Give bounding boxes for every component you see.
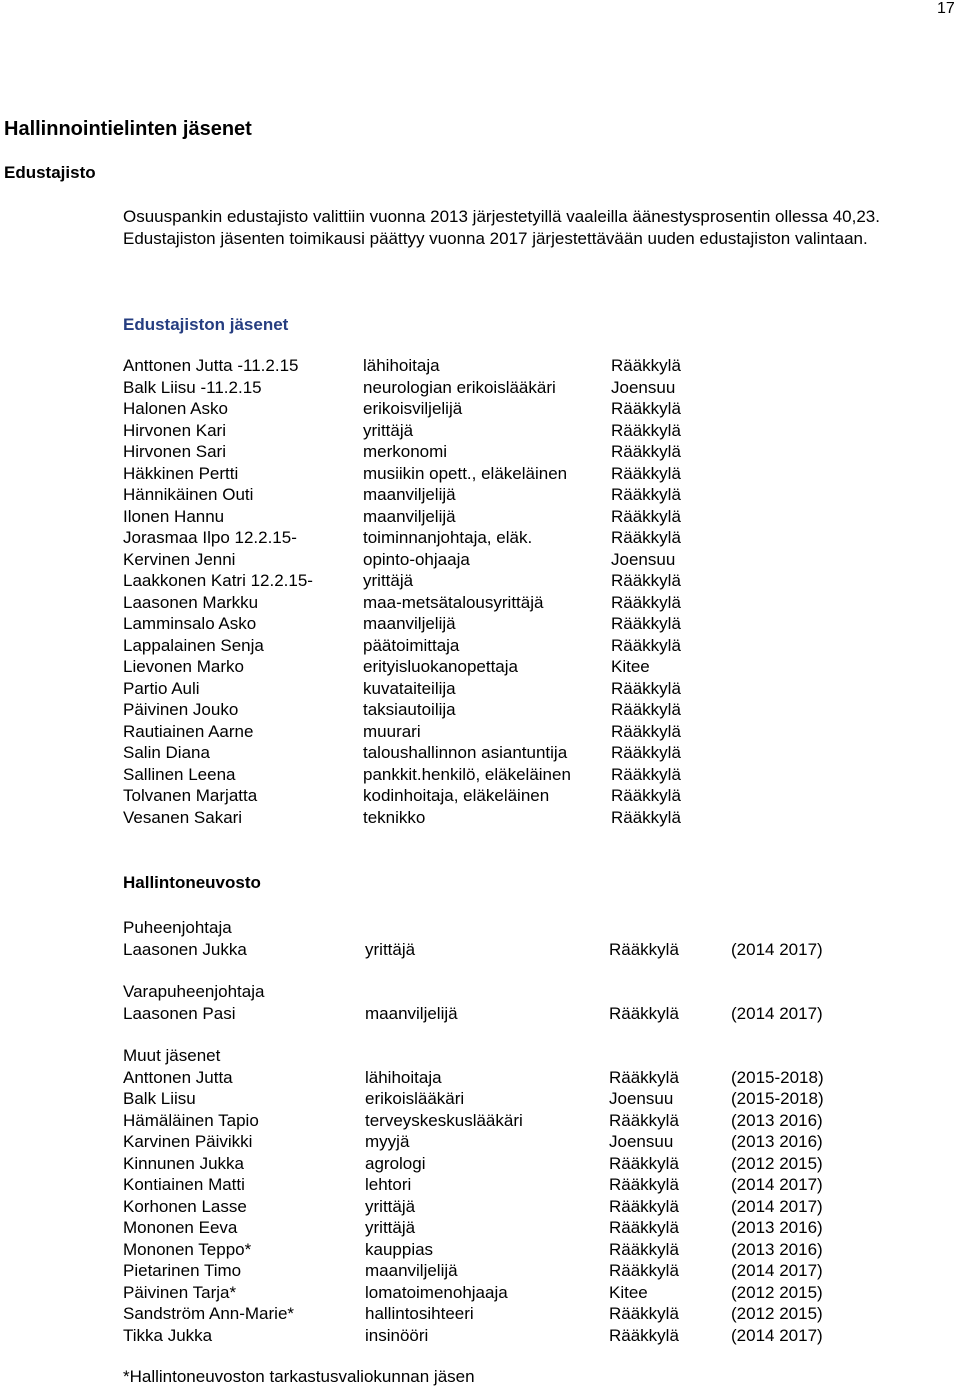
member-role: päätoimittaja bbox=[363, 635, 460, 655]
member-term: (2012 2015) bbox=[731, 1304, 823, 1323]
member-place: Kitee bbox=[611, 657, 650, 676]
member-role: lähihoitaja bbox=[365, 1067, 442, 1087]
member-term: (2014 2017) bbox=[731, 1261, 823, 1280]
member-place: Rääkkylä bbox=[611, 678, 681, 698]
member-role: maanviljelijä bbox=[365, 1003, 458, 1023]
member-name: Vesanen Sakari bbox=[123, 807, 243, 827]
member-term: (2013 2016) bbox=[731, 1239, 823, 1259]
member-role: hallintosihteeri bbox=[365, 1304, 474, 1323]
member-place: Rääkkylä bbox=[611, 592, 681, 612]
member-term: (2014 2017) bbox=[731, 1175, 823, 1194]
member-place: Rääkkylä bbox=[609, 1175, 679, 1194]
member-term: (2014 2017) bbox=[731, 1003, 823, 1023]
member-term: (2012 2015) bbox=[731, 1282, 823, 1302]
member-place: Rääkkylä bbox=[609, 1261, 679, 1280]
member-name: Mononen Eeva bbox=[123, 1218, 238, 1237]
member-term: (2015-2018) bbox=[731, 1067, 824, 1087]
member-role: pankkit.henkilö, eläkeläinen bbox=[363, 764, 571, 784]
member-place: Rääkkylä bbox=[611, 700, 681, 719]
member-term: (2014 2017) bbox=[731, 1325, 823, 1345]
member-place: Rääkkylä bbox=[611, 463, 681, 483]
member-name: Laakkonen Katri 12.2.15- bbox=[123, 571, 313, 590]
member-name: Jorasmaa Ilpo 12.2.15- bbox=[123, 528, 297, 547]
member-name: Sandström Ann-Marie* bbox=[123, 1304, 295, 1323]
member-name: Hännikäinen Outi bbox=[123, 485, 254, 504]
member-role: agrologi bbox=[365, 1153, 426, 1173]
member-place: Joensuu bbox=[609, 1089, 674, 1108]
member-name: Laasonen Jukka bbox=[123, 939, 247, 959]
member-place: Rääkkylä bbox=[609, 1067, 679, 1087]
member-term: (2015-2018) bbox=[731, 1089, 824, 1108]
member-name: Tikka Jukka bbox=[123, 1325, 213, 1345]
member-place: Rääkkylä bbox=[609, 1196, 679, 1216]
member-place: Rääkkylä bbox=[609, 1153, 679, 1173]
intro-paragraph: Osuuspankin edustajisto valittiin vuonna 2013 järjestetyillä vaaleilla äänestysprosentin ollessa 40,23. Edustajiston jäsenten toimikausi päättyy vuonna 2017 järjestettävään uuden edustajiston valintaan. bbox=[123, 207, 880, 248]
member-role: myyjä bbox=[365, 1132, 410, 1151]
member-role: erikoislääkäri bbox=[365, 1089, 465, 1108]
member-role: lähihoitaja bbox=[363, 356, 440, 375]
member-role: musiikin opett., eläkeläinen bbox=[363, 463, 568, 483]
member-name: Balk Liisu bbox=[123, 1089, 196, 1108]
member-role: maanviljelijä bbox=[365, 1261, 458, 1280]
member-place: Kitee bbox=[609, 1282, 648, 1302]
member-term: (2014 2017) bbox=[731, 1196, 823, 1216]
page-title: Hallinnointielinten jäsenet bbox=[4, 118, 252, 140]
hallintoneuvosto-heading: Hallintoneuvosto bbox=[123, 873, 261, 892]
member-place: Rääkkylä bbox=[611, 356, 681, 375]
member-place: Rääkkylä bbox=[611, 571, 681, 590]
member-term: (2012 2015) bbox=[731, 1153, 823, 1173]
member-name: Partio Auli bbox=[123, 678, 200, 698]
member-role: yrittäjä bbox=[365, 1218, 416, 1237]
varapuheenjohtaja-label: Varapuheenjohtaja bbox=[123, 982, 265, 1001]
member-name: Kervinen Jenni bbox=[123, 549, 236, 569]
member-role: neurologian erikoislääkäri bbox=[363, 377, 556, 397]
member-role: terveyskeskuslääkäri bbox=[365, 1110, 523, 1130]
member-name: Kontiainen Matti bbox=[123, 1175, 245, 1194]
member-role: maanviljelijä bbox=[363, 485, 456, 504]
member-role: yrittäjä bbox=[363, 571, 414, 590]
member-role: yrittäjä bbox=[365, 939, 416, 959]
member-name: Hirvonen Sari bbox=[123, 442, 226, 461]
member-name: Laasonen Markku bbox=[123, 592, 259, 612]
member-place: Rääkkylä bbox=[611, 807, 681, 827]
member-place: Joensuu bbox=[611, 377, 676, 397]
member-name: Kinnunen Jukka bbox=[123, 1153, 244, 1173]
member-role: yrittäjä bbox=[365, 1196, 416, 1216]
member-role: lehtori bbox=[365, 1175, 412, 1194]
member-name: Häkkinen Pertti bbox=[123, 463, 239, 483]
muut-jasenet-label: Muut jäsenet bbox=[123, 1046, 221, 1065]
member-role: opinto-ohjaaja bbox=[363, 549, 470, 569]
member-place: Rääkkylä bbox=[609, 1110, 679, 1130]
member-name: Mononen Teppo* bbox=[123, 1239, 252, 1259]
footnote: *Hallintoneuvoston tarkastusvaliokunnan jäsen bbox=[123, 1367, 475, 1386]
member-role: taloushallinnon asiantuntija bbox=[363, 743, 568, 762]
member-place: Rääkkylä bbox=[609, 1218, 679, 1237]
member-name: Laasonen Pasi bbox=[123, 1003, 236, 1023]
member-place: Rääkkylä bbox=[611, 743, 681, 762]
member-role: toiminnanjohtaja, eläk. bbox=[363, 528, 533, 547]
member-name: Päivinen Jouko bbox=[123, 700, 239, 719]
member-name: Sallinen Leena bbox=[123, 764, 236, 784]
member-place: Joensuu bbox=[609, 1132, 674, 1151]
member-place: Rääkkylä bbox=[611, 614, 681, 633]
member-name: Karvinen Päivikki bbox=[123, 1132, 253, 1151]
edustajisto-members-heading: Edustajiston jäsenet bbox=[123, 315, 289, 334]
member-place: Rääkkylä bbox=[611, 485, 681, 504]
member-role: maa-metsätalousyrittäjä bbox=[363, 592, 544, 612]
member-name: Lamminsalo Asko bbox=[123, 614, 257, 633]
member-role: taksiautoilija bbox=[363, 700, 456, 719]
member-name: Tolvanen Marjatta bbox=[123, 786, 258, 805]
member-place: Rääkkylä bbox=[611, 399, 681, 418]
member-role: lomatoimenohjaaja bbox=[365, 1282, 508, 1302]
member-place: Rääkkylä bbox=[611, 442, 681, 461]
member-role: kodinhoitaja, eläkeläinen bbox=[363, 786, 550, 805]
member-place: Rääkkylä bbox=[609, 1304, 679, 1323]
member-term: (2014 2017) bbox=[731, 939, 823, 959]
member-name: Anttonen Jutta bbox=[123, 1067, 233, 1087]
member-role: kuvataiteilija bbox=[363, 678, 456, 698]
member-role: muurari bbox=[363, 721, 421, 741]
member-role: teknikko bbox=[363, 807, 426, 827]
member-role: yrittäjä bbox=[363, 420, 414, 440]
member-role: erikoisviljelijä bbox=[363, 399, 463, 418]
member-place: Rääkkylä bbox=[611, 786, 681, 805]
member-name: Pietarinen Timo bbox=[123, 1261, 242, 1280]
member-place: Rääkkylä bbox=[609, 1325, 679, 1345]
member-place: Rääkkylä bbox=[609, 1003, 679, 1023]
member-name: Halonen Asko bbox=[123, 399, 228, 418]
member-name: Anttonen Jutta -11.2.15 bbox=[123, 356, 299, 375]
member-role: merkonomi bbox=[363, 442, 448, 461]
member-role: erityisluokanopettaja bbox=[363, 657, 518, 676]
member-role: insinööri bbox=[365, 1325, 429, 1345]
member-place: Rääkkylä bbox=[609, 939, 679, 959]
member-term: (2013 2016) bbox=[731, 1110, 823, 1130]
puheenjohtaja-label: Puheenjohtaja bbox=[123, 918, 232, 937]
member-name: Rautiainen Aarne bbox=[123, 721, 254, 741]
member-place: Rääkkylä bbox=[611, 420, 681, 440]
member-name: Salin Diana bbox=[123, 743, 210, 762]
member-role: maanviljelijä bbox=[363, 506, 456, 526]
member-name: Lappalainen Senja bbox=[123, 635, 264, 655]
member-name: Ilonen Hannu bbox=[123, 506, 225, 526]
member-name: Lievonen Marko bbox=[123, 657, 244, 676]
member-name: Hirvonen Kari bbox=[123, 420, 226, 440]
member-role: maanviljelijä bbox=[363, 614, 456, 633]
member-place: Rääkkylä bbox=[611, 721, 681, 741]
member-place: Rääkkylä bbox=[609, 1239, 679, 1259]
member-name: Päivinen Tarja* bbox=[123, 1282, 237, 1302]
member-place: Rääkkylä bbox=[611, 764, 681, 784]
member-name: Balk Liisu -11.2.15 bbox=[123, 377, 262, 397]
page-number: 17 bbox=[937, 0, 955, 17]
member-place: Rääkkylä bbox=[611, 635, 681, 655]
section-heading: Edustajisto bbox=[4, 163, 96, 182]
member-place: Rääkkylä bbox=[611, 506, 681, 526]
member-name: Korhonen Lasse bbox=[123, 1196, 247, 1216]
member-place: Joensuu bbox=[611, 549, 676, 569]
member-term: (2013 2016) bbox=[731, 1132, 823, 1151]
member-term: (2013 2016) bbox=[731, 1218, 823, 1237]
member-role: kauppias bbox=[365, 1239, 434, 1259]
member-place: Rääkkylä bbox=[611, 528, 681, 547]
member-name: Hämäläinen Tapio bbox=[123, 1110, 259, 1130]
